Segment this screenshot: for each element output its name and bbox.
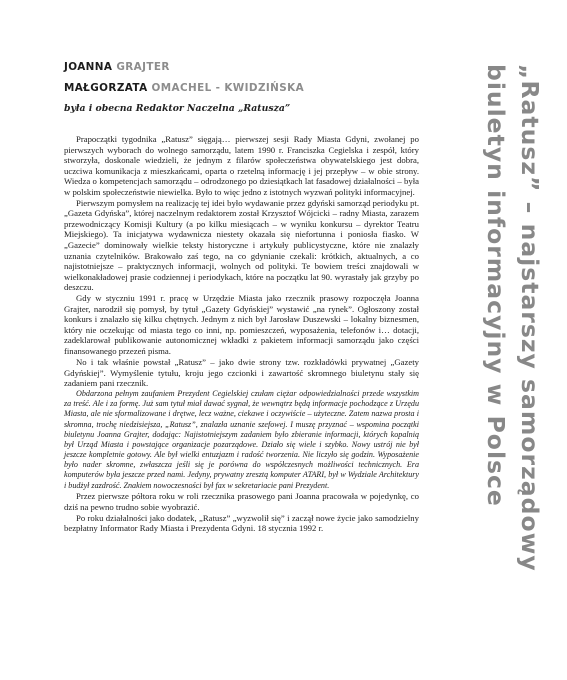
quoted-paragraph: Obdarzona pełnym zaufaniem Prezydent Cegielskiej czułam ciężar odpowiedzialności przede wszystkim za treść. Ale i za formę. Już sam tytuł miał dawać sygnał, że wewnątrz będą informacje pochodzące z Urzędu Miasta, ale nie sformalizowane i drętwe, lecz ważne, ciekawe i oczywiście – użyteczne. Zatem nazwa prosta i skromna, trochę niedzisiejsza, „Ratusz”, znalazła uznanie szefowej. I muszę przyznać – wspomina początki biuletynu Joanna Grajter, dodając: Najistotniejszym zadaniem było zbieranie informacji, których kopalnią był Urząd Miasta i powstające organizacje pozarządowe. Działo się wiele i szybko. Nowy ustrój nie był jeszcze kompletnie gotowy. Ale był wielki entuzjazm i radość tworzenia. Nie liczyło się godzin. Wyposażenie było nader skromne, zwłaszcza jeśli się je porówna do współczesnych możliwości technicznych. Era komputerów była jeszcze przed nami. Jedyny, prywatny zresztą komputer ATARI, był w Wydziale Architektury i budżył zazdrość. Znakiem nowoczesności był fax w sekretariacie pani Prezydent. — [64, 389, 419, 490]
author-role: była i obecna Redaktor Naczelna „Ratusza” — [64, 103, 291, 114]
paragraph: No i tak właśnie powstał „Ratusz” – jako dwie strony tzw. rozkładówki prywatnej „Gazety Gdyńskiej”. Wymyślenie tytułu, kroju jego czcionki i zawartość skromnego biuletynu stały się zadaniem pani rzecznik. — [64, 356, 419, 389]
article-body — [64, 134, 419, 534]
author-block — [64, 61, 424, 115]
author-given-name: JOANNA — [64, 61, 113, 73]
vertical-title-line-1: „Ratusz” – najstarszy samorządowy — [516, 64, 544, 572]
vertical-title-text — [449, 64, 547, 624]
paragraph: Po roku działalności jako dodatek, „Ratusz” „wyzwolił się” i zaczął nowe życie jako samodzielny bezpłatny Informator Rady Miasta i Prezydenta Gdyni. 18 stycznia 1992 r. — [64, 512, 419, 534]
author-name-1 — [64, 61, 424, 74]
author-name-2 — [64, 82, 424, 95]
vertical-title — [449, 64, 547, 624]
author-given-name: MAŁGORZATA — [64, 82, 148, 94]
author-family-name: GRAJTER — [116, 61, 170, 73]
paragraph: Przez pierwsze półtora roku w roli rzecznika prasowego pani Joanna pracowała w pojedynkę, co dziś na pewno trudno sobie wyobrazić. — [64, 491, 419, 512]
paragraph: Pierwszym pomysłem na realizację tej idei było wydawanie przez gdyński samorząd periodyku pt. „Gazeta Gdyńska”, której naczelnym redaktorem został Krzysztof Wójcicki – radny Miasta, zarazem przewodniczący Komisji Kultury (a po kilku miesiącach – w wyniku konkursu – dyrektor Teatru Miejskiego). Ta inicjatywa wydawnicza niestety okazała się niefortunna i poniosła fiasko. W „Gazecie” dominowały wielkie teksty historyczne i artykuły publicystyczne, które nie znalazły uznania czytelników. Brakowało zaś tego, na co gdynianie czekali: krótkich, aktualnych, a co najistotniejsze – praktycznych informacji, wolnych od polityki. Te bowiem treści znajdowali w wielkonakładowej prasie codziennej i periodykach, które na początku lat 90. wyrastały jak grzyby po deszczu. — [64, 197, 419, 293]
paragraph: Gdy w styczniu 1991 r. pracę w Urzędzie Miasta jako rzecznik prasowy rozpoczęła Joanna Grajter, narodził się pomysł, by tytuł „Gazety Gdyńskiej” wystawić „na rynek”. Ogłoszony został konkurs i znalazło się kilku chętnych. Jednym z nich był Jarosław Duszewski – lokalny biznesmen, który nie oczekując od miasta tego co inni, np. pomieszczeń, wyposażenia, telefonów i… dotacji, zadeklarował publikowanie autonomicznej wkładki z pakietem informacji samorządu jako części finansowanego przezeń pisma. — [64, 293, 419, 356]
author-family-name: OMACHEL - KWIDZIŃSKA — [151, 82, 305, 94]
vertical-title-line-2: biuletyn informacyjny w Polsce — [482, 64, 510, 507]
paragraph: Prapoczątki tygodnika „Ratusz” sięgają… pierwszej sesji Rady Miasta Gdyni, zwołanej po pierwszych wyborach do wolnego samorządu, latem 1990 r. Franciszka Cegielska i zespół, który stworzyła, doskonale wiedzieli, że jednym z filarów społeczeństwa obywatelskiego jest dobra, uczciwa komunikacja z mieszkańcami, oparta o rzetelną informację i jej przepływ – w obie strony. Wiedza o kompetencjach samorządu – odrodzonego po dziesiątkach lat fasadowej działalności – była w polskim społeczeństwie niewielka. Było to więc jedno z istotnych wyzwań polityki informacyjnej. — [64, 134, 419, 197]
